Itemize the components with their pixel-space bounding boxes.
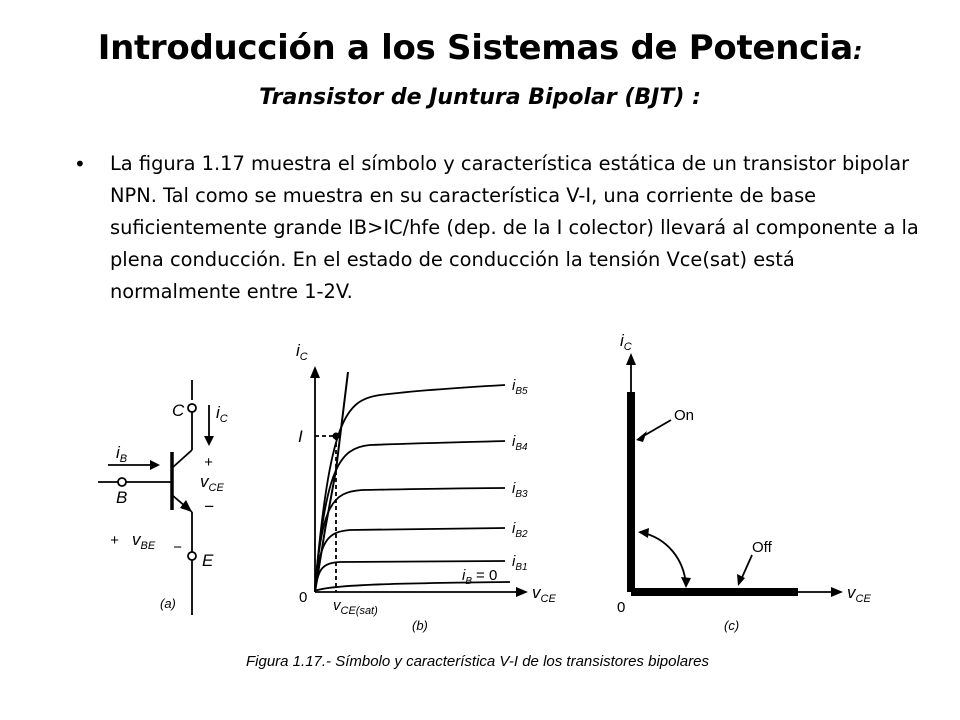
bullet-item <box>74 148 924 308</box>
vbe-minus: − <box>173 539 182 556</box>
vbe-plus: + <box>110 532 119 549</box>
c-arc-arrow-bottom-icon <box>681 577 691 588</box>
c-x-arrow-icon <box>831 587 843 597</box>
b-I-label: I <box>298 427 303 446</box>
label-iB4: $i_{B4}$ <box>512 433 528 453</box>
ic-arrow-head-icon <box>204 436 214 446</box>
collector-lead <box>172 450 192 468</box>
label-ib: $i_B$ <box>116 443 128 465</box>
curve-iB5 <box>315 385 505 588</box>
label-C: C <box>172 401 185 420</box>
b-y-label: $i_C$ <box>296 341 308 363</box>
panel-c-labels <box>617 331 871 633</box>
curve-iB0 <box>315 582 510 591</box>
label-iB5: $i_{B5}$ <box>512 377 528 397</box>
b-vsat-label: $v_{CE(sat)}$ <box>333 597 378 617</box>
curve-iB3 <box>315 488 505 589</box>
vce-plus: + <box>204 454 213 471</box>
b-x-label: $v_{CE}$ <box>532 583 556 605</box>
title-colon: : <box>852 37 863 65</box>
slide-title-block <box>0 24 960 115</box>
panel-c-label: (c) <box>724 618 740 633</box>
b-x-arrow-icon <box>516 587 528 597</box>
ib-arrow-head-icon <box>150 460 160 470</box>
slide-title <box>0 24 960 75</box>
bullet-list <box>74 148 924 308</box>
label-vce: $v_{CE}$ <box>200 472 224 494</box>
label-ic: $i_C$ <box>216 403 228 425</box>
emitter-lead <box>172 495 192 512</box>
c-on-label: On <box>674 407 695 424</box>
figure-caption: Figura 1.17.- Símbolo y característica V-I de los transistores bipolares <box>246 653 709 670</box>
panel-a-symbol <box>98 380 209 615</box>
panel-a-label: (a) <box>160 596 176 611</box>
panel-b-labels <box>296 341 556 633</box>
label-vbe: $v_{BE}$ <box>132 530 156 552</box>
panel-a-labels <box>110 401 228 611</box>
label-iB0: $i_B = 0$ <box>462 567 498 587</box>
title-text: Introducción a los Sistemas de Potencia <box>97 28 853 68</box>
panel-b-label: (b) <box>412 618 428 633</box>
emitter-terminal <box>188 552 196 560</box>
label-iB2: $i_{B2}$ <box>512 520 528 540</box>
c-switch-arc <box>640 532 686 585</box>
c-arc-arrow-top-icon <box>638 528 649 538</box>
c-y-label: $i_C$ <box>620 331 632 353</box>
c-on-pointer <box>640 420 671 438</box>
bullet-text: La figura 1.17 muestra el símbolo y característica estática de un transistor bipolar NPN. Tal como se muestra en su característica V-I, una corriente de base suficientemente grande IB>IC/hfe (dep. de la I colector) llevará al componente a la plena conducción. En el estado de conducción la tensión Vce(sat) está normalmente entre 1-2V. <box>110 152 919 303</box>
b-operating-point <box>333 433 340 440</box>
label-iB1: $i_{B1}$ <box>512 553 528 573</box>
c-on-arrow-icon <box>636 431 647 442</box>
slide-subtitle: Transistor de Juntura Bipolar (BJT) : <box>259 85 701 110</box>
c-off-arrow-icon <box>737 574 745 586</box>
b-y-arrow-icon <box>310 366 320 378</box>
c-off-label: Off <box>752 539 772 556</box>
label-B: B <box>116 488 128 507</box>
panel-c-plot <box>631 360 835 592</box>
label-E: E <box>202 551 214 570</box>
label-iB3: $i_{B3}$ <box>512 480 528 500</box>
c-off-pointer <box>740 555 752 582</box>
vce-minus: − <box>204 497 214 516</box>
curve-iB2 <box>315 528 505 590</box>
emitter-arrow-icon <box>180 500 192 512</box>
panel-b-plot <box>315 372 520 592</box>
base-terminal <box>118 478 126 486</box>
c-x-label: $v_{CE}$ <box>847 583 871 605</box>
bullet-dot-icon: • <box>74 152 86 176</box>
c-y-arrow-icon <box>626 353 636 365</box>
b-origin: 0 <box>299 589 308 606</box>
c-origin: 0 <box>617 599 626 616</box>
b-saturation-line <box>315 372 348 592</box>
collector-terminal <box>188 404 196 412</box>
curve-iB1 <box>315 561 505 591</box>
curve-iB4 <box>315 441 505 588</box>
